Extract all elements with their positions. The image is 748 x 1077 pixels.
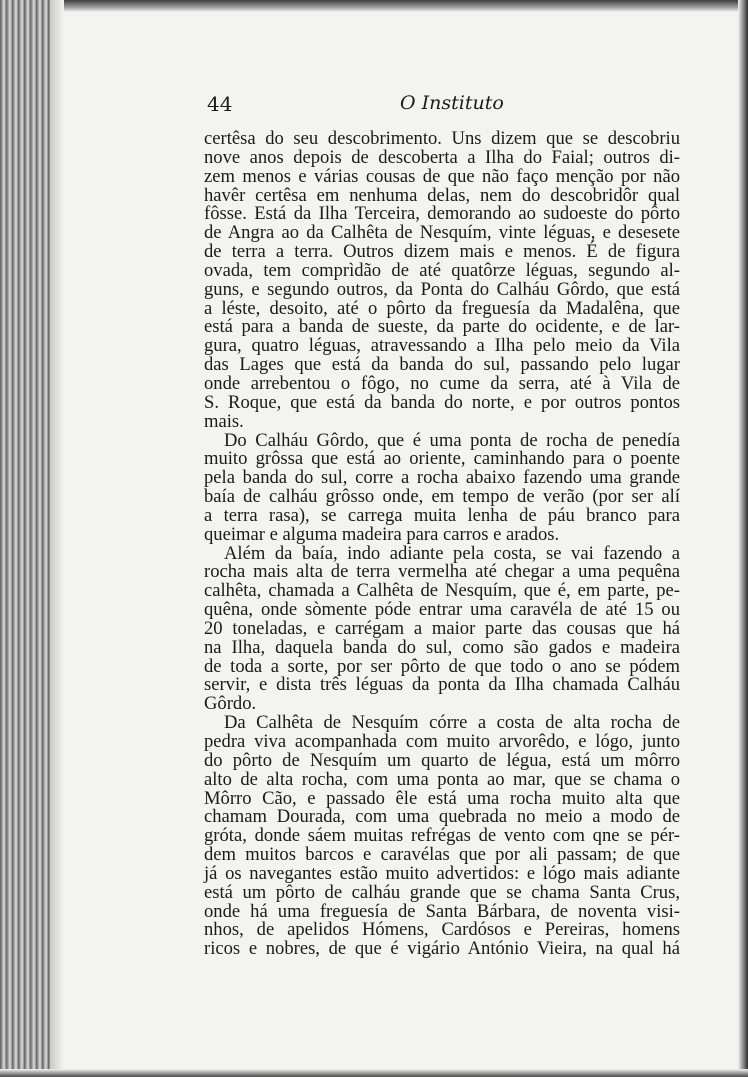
text-line: está para a banda de sueste, da parte do ocidente, e de lar- <box>204 316 680 338</box>
text-line: baía de calháu grôsso onde, em tempo de verão (por ser alí <box>204 486 680 508</box>
running-header <box>207 92 677 120</box>
text-line: ricos e nobres, de que é vigário António Vieira, na qual há <box>204 938 680 960</box>
text-line: ovada, tem comprìdão de até quatôrze léguas, segundo al- <box>204 259 680 281</box>
text-line: pela banda do sul, corre a rocha abaixo fazendo uma grande <box>204 467 680 489</box>
text-line: de terra a terra. Outros dizem mais e menos. É de figura <box>204 241 680 263</box>
book-spine-edge <box>0 0 50 1077</box>
text-line: servir, e dista três léguas da ponta da Ilha chamada Calháu <box>204 674 680 696</box>
text-line: de toda a sorte, por ser pôrto de que todo o ano se pódem <box>204 655 680 677</box>
text-line: Do Calháu Gôrdo, que é uma ponta de rocha de penedía <box>224 429 680 451</box>
gutter-shadow <box>50 0 64 1077</box>
text-line: mais. <box>204 410 244 432</box>
text-line: zem menos e várias cousas de que não faço menção por não <box>204 165 680 187</box>
text-line: alto de alta rocha, com uma ponta ao mar, que se chama o <box>204 768 680 790</box>
text-line: S. Roque, que está da banda do norte, e por outros pontos <box>204 391 680 413</box>
running-title: O Instituto <box>400 92 504 114</box>
text-line: Além da baía, indo adiante pela costa, se vai fazendo a <box>224 542 680 564</box>
text-line: já os navegantes estão muito advertidos: e lógo mais adiante <box>204 862 680 884</box>
text-line: Gôrdo. <box>204 693 257 715</box>
text-line: fôsse. Está da Ilha Terceira, demorando ao sudoeste do pôrto <box>204 203 680 225</box>
text-line: certêsa do seu descobrimento. Uns dizem que se descobriu <box>204 128 680 149</box>
text-line: a léste, desoito, até o pôrto da freguesía da Madalêna, que <box>204 297 680 319</box>
text-line: Da Calhêta de Nesquím córre a costa de alta rocha de <box>224 712 680 734</box>
text-line: Môrro Cão, e passado êle está uma rocha muito alta que <box>204 787 680 809</box>
page-bottom-edge <box>0 1069 748 1077</box>
text-line: está um pôrto de calháu grande que se chama Santa Crus, <box>204 881 680 903</box>
text-line: nhos, de apelidos Hómens, Cardósos e Pereiras, homens <box>204 919 680 941</box>
text-line: havêr certêsa em nenhuma delas, nem do descobridôr qual <box>204 184 680 206</box>
page-right-edge <box>738 0 748 1077</box>
text-line: onde arrebentou o fôgo, no cume da serra, até à Vila de <box>204 372 680 394</box>
text-line: muito grôssa que está ao oriente, caminhando para o poente <box>204 448 680 470</box>
text-line: quêna, onde sòmente póde entrar uma caravéla de até 15 ou <box>204 599 680 621</box>
text-line: calhêta, chamada a Calhêta de Nesquím, que é, em parte, pe- <box>204 580 680 602</box>
text-line: guns, e segundo outros, da Ponta do Calháu Gôrdo, que está <box>204 278 680 300</box>
text-line: pedra viva acompanhada com muito arvorêdo, e lógo, junto <box>204 731 680 752</box>
text-line: gróta, donde sáem muitas refrégas de vento com qne se pér- <box>204 825 680 847</box>
text-line: gura, quatro léguas, atravessando a Ilha pelo meio da Vila <box>204 335 680 357</box>
text-line: do pôrto de Nesquím um quarto de légua, está um môrro <box>204 749 680 771</box>
text-line: 20 toneladas, e carrégam a maior parte das cousas que há <box>204 617 680 639</box>
text-line: rocha mais alta de terra vermelha até chegar a uma pequêna <box>204 561 680 583</box>
page-number: 44 <box>207 92 233 116</box>
text-line: das Lages que está da banda do sul, passando pelo lugar <box>204 354 680 376</box>
body-text <box>204 130 680 959</box>
text-line: onde há uma freguesía de Santa Bárbara, de noventa visi- <box>204 900 680 922</box>
text-line: de Angra ao da Calhêta de Nesquím, vinte léguas, e desesete <box>204 222 680 244</box>
text-line: a terra rasa), se carrega muita lenha de páu branco para <box>204 504 680 526</box>
text-line: queimar e alguma madeira para carros e arados. <box>204 523 560 545</box>
page-top-edge <box>0 0 748 12</box>
text-line: nove anos depois de descoberta a Ilha do Faial; outros di- <box>204 146 680 168</box>
text-line: dem muitos barcos e caravélas que por ali passam; de que <box>204 844 680 866</box>
text-line: chamam Dourada, com uma quebrada no meio a modo de <box>204 806 680 828</box>
text-line: na Ilha, daquela banda do sul, como são gados e madeira <box>204 636 680 658</box>
